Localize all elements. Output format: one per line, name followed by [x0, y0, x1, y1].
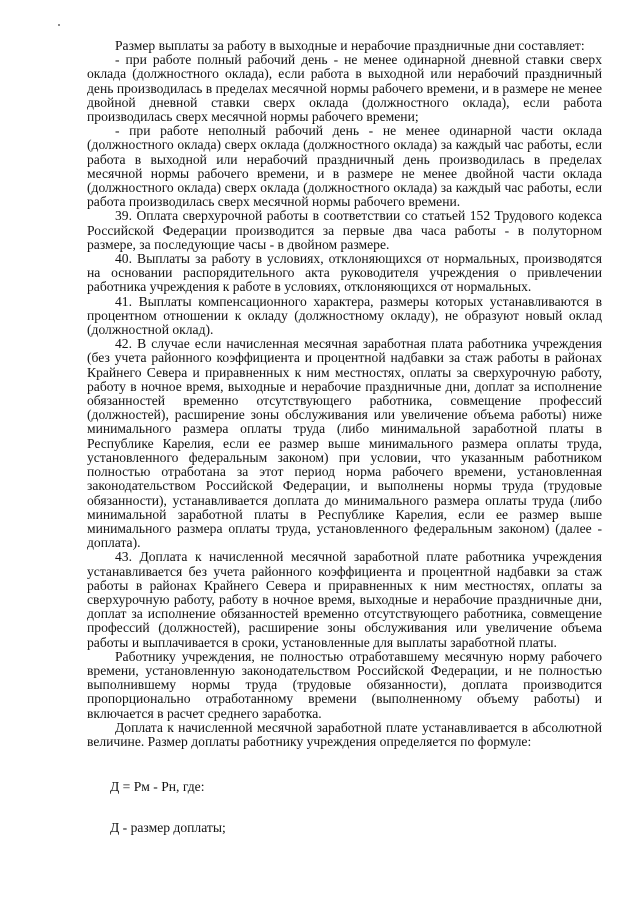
paragraph-41: 41. Выплаты компенсационного характера, размеры которых устанавливаются в процентном отношении к окладу (должностному окладу), не образуют новый оклад (должностной оклад). — [87, 293, 602, 338]
paragraph-39: 39. Оплата сверхурочной работы в соответствии со статьей 152 Трудового кодекса Российской Федерации производится за первые два часа работы - в полуторном размере, за последующие часы - в двойном размере. — [87, 208, 602, 252]
scan-mark — [58, 24, 60, 26]
paragraph-40: 40. Выплаты за работу в условиях, отклоняющихся от нормальных, производятся на основании распорядительного акта руководителя учреждения о привлечении работника учреждения к работе в условиях, отклоняющихся от нормальных. — [87, 251, 602, 295]
paragraph-42: 42. В случае если начисленная месячная заработная плата работника учреждения (без учета районного коэффициента и процентной надбавки за стаж работы в районах Крайнего Севера и приравненных к ним местностях, оплаты за сверхурочную работу, работу в ночное время, выходные и нерабочие праздничные дни, доплат за исполнение обязанностей временно отсутствующего работника, совмещение профессий (должностей), расширение зоны обслуживания или увеличение объема работы) ниже минимального размера оплаты труда (либо минимальной заработной платы в Республике Карелия, если ее размер выше минимального размера оплаты труда, установленного федеральным законом) при условии, что указанным работником полностью отработана за этот период норма рабочего времени, установленная законодательством Российской Федерации, и выполнены нормы труда (трудовые обязанности), устанавливается доплата до минимального размера оплаты труда (либо минимальной заработной платы в Республике Карелия, если ее размер выше минимального размера оплаты труда, установленного федеральным законом) (далее - доплата). — [87, 336, 602, 551]
definition-line: Д - размер доплаты; — [110, 820, 226, 835]
paragraph-part-day-pay: - при работе неполный рабочий день - не менее одинарной части оклада (должностного оклада) сверх оклада (должностного оклада) за каждый час работы, если работа в выходной или нерабочий праздничный день производилась в пределах месячной нормы рабочего времени, и в размере не менее двойной части оклада (должностного оклада) сверх оклада (должностного оклада) за каждый час работы, если работа производилась сверх месячной нормы рабочего времени. — [87, 123, 602, 210]
paragraph-full-day-pay: - при работе полный рабочий день - не менее одинарной дневной ставки сверх оклада (должностного оклада), если работа в выходной или нерабочий праздничный день производилась в пределах месячной нормы рабочего времени, и в размере не менее двойной дневной ставки сверх оклада (должностного оклада), если работа производилась сверх месячной нормы рабочего времени; — [87, 52, 602, 125]
paragraph-partial-month: Работнику учреждения, не полностью отработавшему месячную норму рабочего времени, установленную законодательством Российской Федерации, и не полностью выполнившему нормы труда (трудовые обязанности), доплата производится пропорционально отработанному времени (выполненному объему работы) и включается в расчет среднего заработка. — [87, 648, 602, 721]
paragraph-formula-intro: Доплата к начисленной месячной заработной плате устанавливается в абсолютной величине. Размер доплаты работнику учреждения определяется по формуле: — [87, 719, 602, 749]
paragraph-weekend-pay-intro: Размер выплаты за работу в выходные и нерабочие праздничные дни составляет: — [115, 38, 585, 53]
formula-line: Д = Рм - Рн, где: — [110, 779, 205, 794]
paragraph-43: 43. Доплата к начисленной месячной заработной плате работника учреждения устанавливается без учета районного коэффициента и процентной надбавки за стаж работы в районах Крайнего Севера и приравненных к ним местностях, оплаты за сверхурочную работу, работу в ночное время, выходные и нерабочие праздничные дни, доплат за исполнение обязанностей временно отсутствующего работника, совмещение профессий (должностей), расширение зоны обслуживания или увеличение объема работы и выплачивается в сроки, установленные для выплаты заработной платы. — [87, 549, 602, 650]
document-body — [87, 39, 602, 749]
